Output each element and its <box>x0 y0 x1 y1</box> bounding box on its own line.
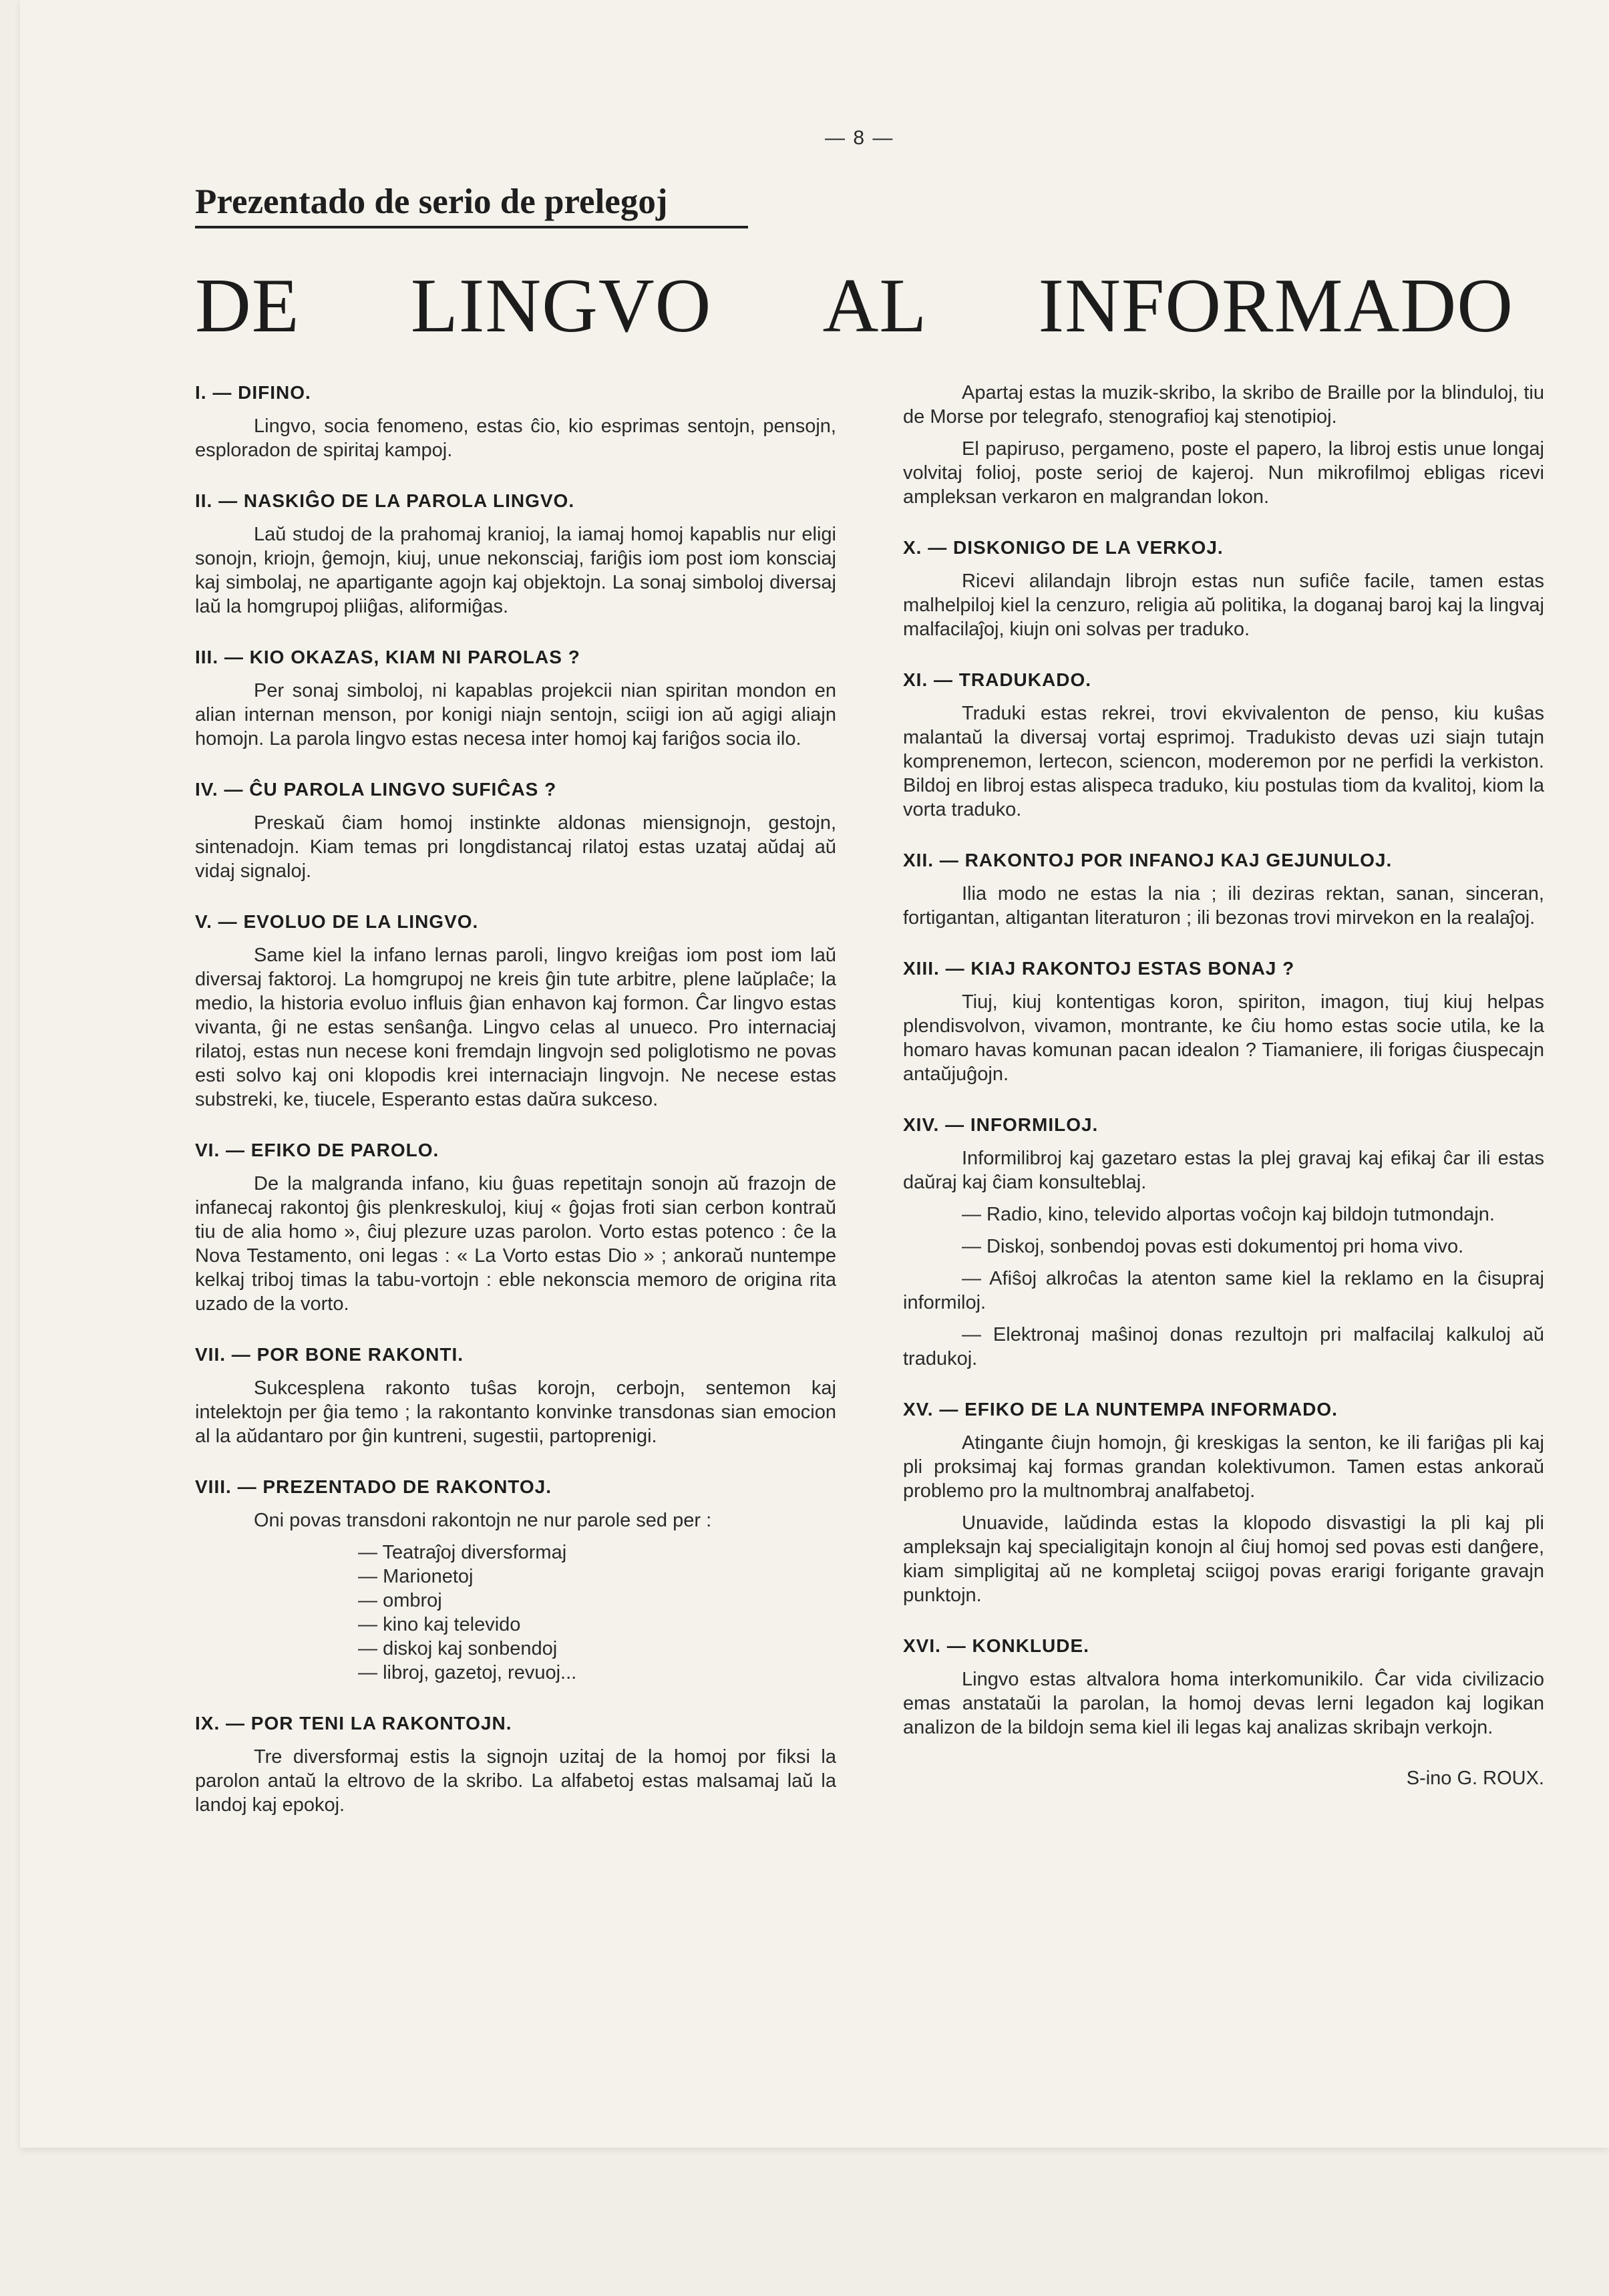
section-heading: I. — DIFINO. <box>195 382 311 403</box>
main-title <box>195 262 1513 351</box>
section <box>195 1475 836 1685</box>
section-heading: XI. — TRADUKADO. <box>903 669 1091 690</box>
list-item: — diskoj kaj sonbendoj <box>358 1637 836 1661</box>
paragraph: Ilia modo ne estas la nia ; ili deziras rektan, sanan, sinceran, fortigantan, altigantan literaturon ; ili bezonas trovi mirvekon en la realaĵoj. <box>903 883 1544 929</box>
section <box>903 1398 1544 1607</box>
section <box>903 536 1544 641</box>
section-heading: VIII. — PREZENTADO DE RAKONTOJ. <box>195 1476 552 1497</box>
section-heading: VII. — POR BONE RAKONTI. <box>195 1344 464 1365</box>
main-title-word: DE <box>195 263 300 349</box>
section <box>195 645 836 751</box>
section-heading: XIII. — KIAJ RAKONTOJ ESTAS BONAJ ? <box>903 958 1295 979</box>
author-signature: S-ino G. ROUX. <box>1406 1768 1544 1789</box>
section <box>903 1113 1544 1371</box>
section-heading: X. — DISKONIGO DE LA VERKOJ. <box>903 537 1224 558</box>
list-item: — ombroj <box>358 1589 836 1613</box>
section <box>903 381 1544 509</box>
section <box>195 1138 836 1316</box>
paragraph: Atingante ĉiujn homojn, ĝi kreskigas la senton, ke ili fariĝas pli kaj pli proksimaj kaj formas grandan kolektivumon. Tamen estas ankoraŭ problemo pro la multnombraj analfabetoj. <box>903 1432 1544 1502</box>
main-title-word: LINGVO <box>410 263 712 349</box>
paragraph: Informilibroj kaj gazetaro estas la plej gravaj kaj efikaj ĉar ili estas daŭraj kaj ĉiam konsulteblaj. <box>903 1148 1544 1193</box>
paragraph: Unuavide, laŭdinda estas la klopodo disvastigi la pli kaj pli ampleksajn kaj specialigitajn konojn al ĉiuj homoj sed povas esti danĝere, kiam simpligitaj aŭ ne kompletaj sciigoj povas erarigi forigante gravajn punktojn. <box>903 1512 1544 1606</box>
paragraph: Lingvo, socia fenomeno, estas ĉio, kio esprimas sentojn, pensojn, esploradon de spiritaj kampoj. <box>195 416 836 461</box>
paragraph: El papiruso, pergameno, poste el papero, la libroj estis unue longaj volvitaj folioj, poste serioj de kajeroj. Nun mikrofilmoj ebligas ricevi ampleksan verkaron en malgrandan lokon. <box>903 438 1544 508</box>
paragraph: — Radio, kino, televido alportas voĉojn kaj bildojn tutmondajn. <box>962 1204 1495 1225</box>
left-column <box>195 381 836 1844</box>
section-heading: IX. — POR TENI LA RAKONTOJN. <box>195 1713 512 1734</box>
list-item: — Marionetoj <box>358 1565 836 1589</box>
right-column <box>903 381 1544 1790</box>
section-heading: XVI. — KONKLUDE. <box>903 1635 1089 1656</box>
paragraph: Lingvo estas altvalora homa interkomunikilo. Ĉar vida civilizacio emas anstataŭi la parolan, la homoj devas lerni legadon kaj logikan analizon de la bildojn sema kiel ili legas kaj analizas skribajn verkojn. <box>903 1669 1544 1738</box>
paragraph: Ricevi alilandajn librojn estas nun sufiĉe facile, tamen estas malhelpiloj kiel la cenzuro, religia aŭ politika, la doganaj baroj kaj la lingvaj malfacilaĵoj, kiujn oni solvas per traduko. <box>903 570 1544 640</box>
main-title-word: AL <box>822 263 928 349</box>
section <box>195 1711 836 1817</box>
section-heading: XIV. — INFORMILOJ. <box>903 1114 1099 1135</box>
section <box>903 668 1544 822</box>
paragraph: — Elektronaj maŝinoj donas rezultojn pri malfacilaj kalkuloj aŭ tradukoj. <box>903 1324 1544 1369</box>
section <box>195 1343 836 1448</box>
section-heading: V. — EVOLUO DE LA LINGVO. <box>195 911 479 932</box>
paragraph: Same kiel la infano lernas paroli, lingvo kreiĝas iom post iom laŭ diversaj faktoroj. La homgrupoj ne kreis ĝin tute arbitre, plene laŭplaĉe; la medio, la historia evoluo influis ĝian enhavon kaj formon. Ĉar lingvo estas vivanta, ĝi ne estas senŝanĝa. Lingvo celas al unueco. Pro internaciaj rilatoj, estas nun necese koni fremdajn lingvojn sed poliglotismo ne povas esti solvo kaj oni klopodis krei internaciajn lingvojn. Ne necese estas substreki, ke, tiucele, Esperanto estas daŭra sukceso. <box>195 945 836 1110</box>
paragraph: — Afiŝoj alkroĉas la atenton same kiel la reklamo en la ĉisupraj informiloj. <box>903 1268 1544 1313</box>
section <box>903 848 1544 930</box>
paragraph: Oni povas transdoni rakontojn ne nur parole sed per : <box>254 1510 712 1531</box>
paragraph: Tre diversformaj estis la signojn uzitaj de la homoj por fiksi la parolon antaŭ la eltrovo de la skribo. La alfabetoj estas malsamaj laŭ la landoj kaj epokoj. <box>195 1746 836 1816</box>
section-heading: III. — KIO OKAZAS, KIAM NI PAROLAS ? <box>195 647 580 667</box>
section-heading: XV. — EFIKO DE LA NUNTEMPA INFORMADO. <box>903 1399 1338 1420</box>
series-title: Prezentado de serio de prelegoj <box>195 182 748 228</box>
section <box>195 778 836 883</box>
list-item: — Teatraĵoj diversformaj <box>358 1540 836 1565</box>
section <box>195 489 836 619</box>
section-heading: XII. — RAKONTOJ POR INFANOJ KAJ GEJUNULOJ. <box>903 850 1393 870</box>
page-number: — 8 — <box>825 127 894 149</box>
paragraph: Per sonaj simboloj, ni kapablas projekcii nian spiritan mondon en alian internan menson, por konigi niajn sentojn, sciigi ion aŭ agigi aliajn homojn. La parola lingvo estas necesa inter homoj kaj fariĝos socia ilo. <box>195 680 836 750</box>
paragraph: Sukcesplena rakonto tuŝas korojn, cerbojn, sentemon kaj intelektojn per ĝia temo ; la rakontanto konvinke transdonas sian emocion al la aŭdantaro por ĝin kuntreni, sugestii, partoprenigi. <box>195 1377 836 1447</box>
section-heading: II. — NASKIĜO DE LA PAROLA LINGVO. <box>195 490 575 511</box>
paragraph: Traduki estas rekrei, trovi ekvivalenton de penso, kiu kuŝas malantaŭ la diversaj vortaj esprimoj. Tradukisto devas uzi siajn tutajn komprenemon, lertecon, sciencon, moderemon por ne perfidi la verkiston. Bildoj en libroj estas alispeca traduko, kiu postulas tiom da kvalitoj, kiom la vorta traduko. <box>903 703 1544 820</box>
section-heading: VI. — EFIKO DE PAROLO. <box>195 1140 439 1160</box>
section <box>903 1634 1544 1740</box>
section <box>195 910 836 1112</box>
section <box>195 381 836 462</box>
paragraph: Apartaj estas la muzik-skribo, la skribo de Braille por la blinduloj, tiu de Morse por telegrafo, stenografioj kaj stenotipioj. <box>903 382 1544 428</box>
section <box>903 957 1544 1086</box>
paragraph: Preskaŭ ĉiam homoj instinkte aldonas miensignojn, gestojn, sintenadojn. Kiam temas pri longdistancaj rilatoj estas uzataj aŭdaj aŭ vidaj signaloj. <box>195 812 836 882</box>
paragraph: — Diskoj, sonbendoj povas esti dokumentoj pri homa vivo. <box>962 1236 1464 1257</box>
list-item: — libroj, gazetoj, revuoj... <box>358 1661 836 1685</box>
paragraph: Tiuj, kiuj kontentigas koron, spiriton, imagon, tiuj kiuj helpas plendisvolvon, vivamon, montrante, ke ĉiu homo estas socie utila, ke la homaro havas komunan pacan idealon ? Tiamaniere, ili forigas ĉiuspecajn antaŭjuĝojn. <box>903 991 1544 1085</box>
list-item: — kino kaj televido <box>358 1613 836 1637</box>
main-title-word: INFORMADO <box>1038 263 1513 349</box>
presentation-list <box>358 1540 836 1685</box>
paragraph: De la malgranda infano, kiu ĝuas repetitajn sonojn aŭ frazojn de infanecaj rakontoj ĝis plenkreskuloj, kiuj « ĝojas froti sian cerbon kontraŭ tiu de alia homo », ĉiuj plezure uzas parolon. Vorto estas potenco : ĉe la Nova Testamento, oni legas : « La Vorto estas Dio » ; ankoraŭ nuntempe kelkaj triboj timas la tabu-vortojn : eble nekonscia memoro de origina rita uzado de la vorto. <box>195 1173 836 1315</box>
paragraph: Laŭ studoj de la prahomaj kranioj, la iamaj homoj kapablis nur eligi sonojn, kriojn, ĝemojn, kiuj, unue nekonsciaj, fariĝis iom post iom konsciaj kaj simbolaj, ne apartigante agojn kaj objektojn. La sonaj simboloj diversaj laŭ la homgrupoj pliiĝas, aliformiĝas. <box>195 524 836 617</box>
section-heading: IV. — ĈU PAROLA LINGVO SUFIĈAS ? <box>195 779 557 800</box>
